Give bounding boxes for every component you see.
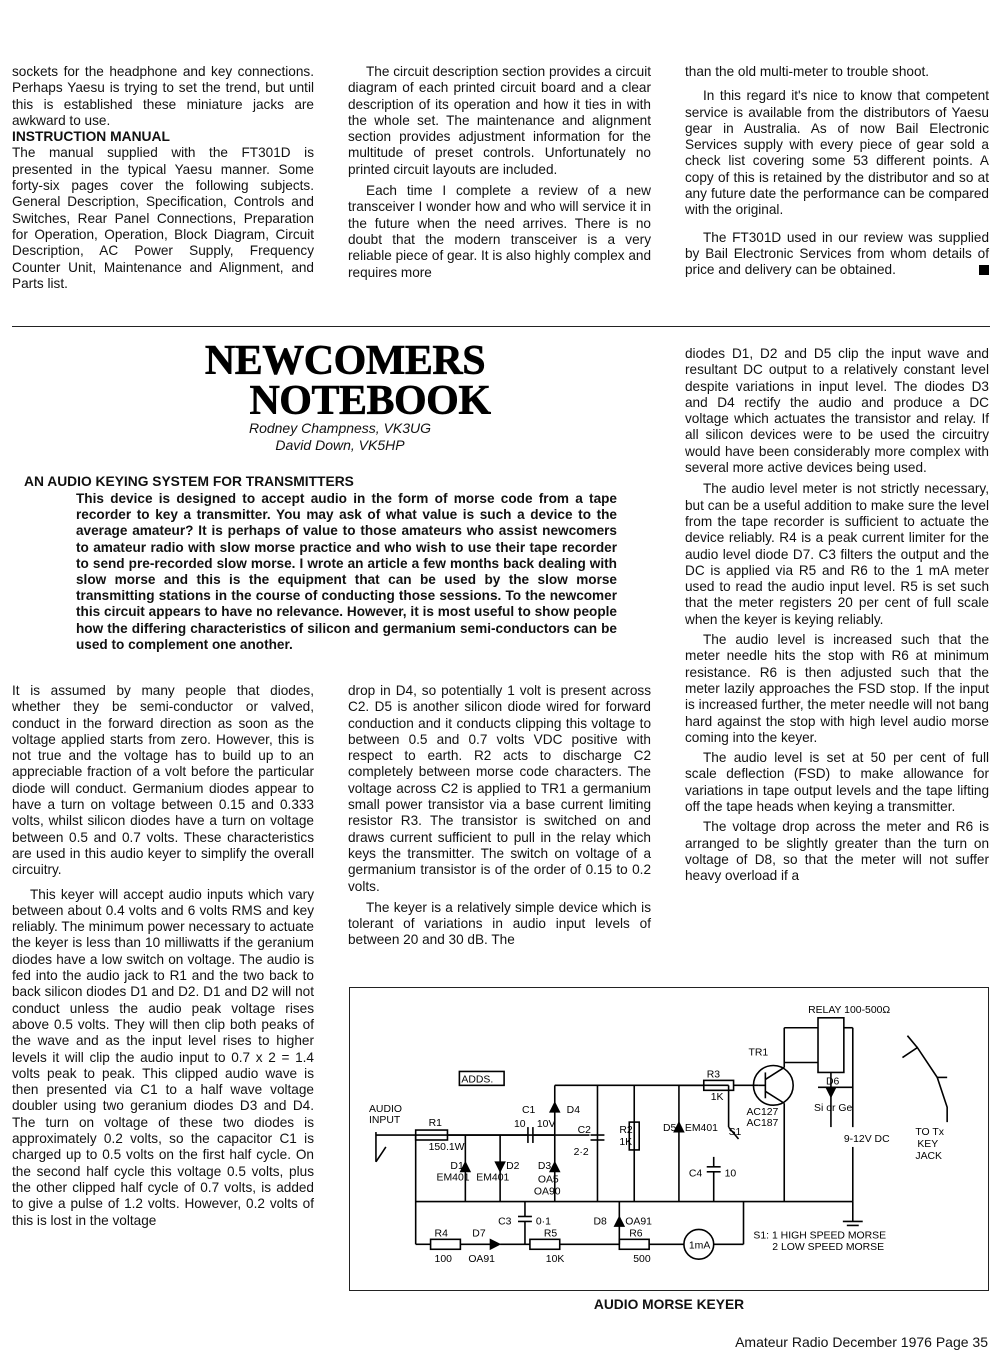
article-title-line-1: NEWCOMERS bbox=[204, 338, 486, 384]
d6-type: Si or Ge bbox=[814, 1103, 853, 1115]
paragraph: The circuit description section provides a circuit diagram of each printed circuit board and a clear description of its operation and how it ties in with the whole set. The maintenance and alignment section provides adjustment information for the multitude of preset controls. Unfortunately no printed circuit layouts are included. bbox=[348, 64, 651, 177]
schematic-svg bbox=[350, 988, 988, 1290]
paragraph: Each time I complete a review of a new transceiver I wonder how and who will service it in the future when the need arrives. There is no doubt that the modern transceiver is a very reliable piece of gear. It is also highly complex and requires more bbox=[348, 183, 652, 280]
c2-label: C2 bbox=[577, 1125, 591, 1137]
relay-label: RELAY 100-500Ω bbox=[808, 1004, 891, 1016]
tx-jack-label-3: JACK bbox=[915, 1150, 943, 1162]
top-column-2 bbox=[348, 64, 651, 281]
c1-voltage: 10V bbox=[536, 1119, 556, 1131]
adds-label: ADDS. bbox=[461, 1074, 494, 1086]
input-label: INPUT bbox=[368, 1115, 401, 1127]
d3-type-2: OA90 bbox=[533, 1186, 561, 1198]
end-mark-icon bbox=[979, 265, 989, 275]
s1-mode-2: 2 LOW SPEED MORSE bbox=[772, 1242, 885, 1254]
top-column-3 bbox=[685, 64, 989, 279]
c4-value: 10 bbox=[724, 1168, 737, 1180]
r3-value: 1K bbox=[710, 1092, 724, 1104]
d7-type: OA91 bbox=[468, 1254, 495, 1266]
r1-label: R1 bbox=[428, 1118, 442, 1130]
author-1: Rodney Champness, VK3UG bbox=[248, 420, 432, 436]
paragraph: than the old multi-meter to trouble shoot. bbox=[685, 64, 930, 79]
top-column-1 bbox=[12, 64, 314, 292]
d2-type: EM401 bbox=[476, 1172, 510, 1184]
tr1-type: AC127 bbox=[746, 1107, 779, 1119]
tr1-type-2: AC187 bbox=[746, 1118, 779, 1130]
c2-value: 2·2 bbox=[573, 1146, 589, 1158]
paragraph: The audio level is increased such that the meter needle hits the stop with R6 at minimum resistance. R6 is then adjusted such that the meter lazily approaches the FSD stop. If the input is increased further, the meter needle will not bang hard against the stop with high level audio morse coming into the keyer. bbox=[685, 632, 989, 745]
r5-value: 10K bbox=[545, 1254, 565, 1266]
d7-label: D7 bbox=[472, 1228, 486, 1240]
d6-label: D6 bbox=[825, 1076, 840, 1088]
c4-label: C4 bbox=[688, 1168, 703, 1180]
d1-label: D1 bbox=[450, 1160, 464, 1172]
audio-label: AUDIO bbox=[368, 1104, 403, 1116]
paragraph: It is assumed by many people that diodes, whether they be semi-conductor or valved, conduct in the forward direction as soon as the voltage applied starts from zero. However, this is not true and the voltage has to build up to an appreciable fraction of a volt before the particular diode will conduct. Germanium diodes appear to have a turn on voltage between 0.15 and 0.333 volts, whilst silicon diodes have a turn on voltage between 0.5 and 0.7 volts. These characteristics are used in this audio keyer to simplify the overall circuitry. bbox=[12, 683, 314, 878]
d4-label: D4 bbox=[566, 1105, 581, 1117]
d1-type: EM401 bbox=[436, 1172, 470, 1184]
tx-jack-label-1: TO Tx bbox=[915, 1127, 944, 1139]
paragraph: The keyer is a relatively simple device which is tolerant of variations in audio input levels of between 20 and 30 dB. The bbox=[348, 899, 651, 948]
r2-value: 1K bbox=[619, 1136, 633, 1148]
page-footer: Amateur Radio December 1976 Page 35 bbox=[735, 1334, 988, 1350]
diagram-caption: AUDIO MORSE KEYER bbox=[593, 1297, 745, 1312]
paragraph: The audio level meter is not strictly necessary, but can be a useful addition to make sure the level from the tape recorder is sufficient to actuate the device reliably. R4 is a peak current limiter for the audio level diode D7. C3 filters the output and the DC is applied via R5 and R6 to the 1 mA meter used to read the audio input level. R5 is set such that the meter registers 20 per cent of full scale when the keyer is keying reliably. bbox=[685, 481, 989, 627]
r5-label: R5 bbox=[543, 1228, 558, 1240]
article-heading: AN AUDIO KEYING SYSTEM FOR TRANSMITTERS bbox=[24, 474, 354, 489]
section-heading: INSTRUCTION MANUAL bbox=[12, 129, 170, 145]
paragraph: This keyer will accept audio inputs which vary between about 0.4 volts and 6 volts RMS and key reliably. The minimum power necessary to actuate the keyer is less than 10 milliwatts if the geranium diodes have a low switch on voltage. The audio is fed into the audio jack to R1 and the two back to back silicon diodes D1 and D2. D1 and D2 will not conduct unless the audio peak voltage rises above 0.5 volts. They will then clip both peaks of the wave and as the input level rises to higher levels it will clip the audio input to 0.7 x 2 = 1.4 volts peak to peak. This clipped audio wave is then presented via C1 to a half wave voltage doubler using two geranium diodes D3 and D4. The turn on voltage of these two diodes is approximately 0.2 volts, so the capacitor C1 is charged up to 0.5 volts on the first half cycle. On the second half cycle this voltage 0.5 volts, plus the other clipped half cycle of 0.7 volts, is added to give a pulse of 1.2 volts. However, 0.2 volts of this is lost in the voltage bbox=[12, 886, 314, 1228]
paragraph: In this regard it's nice to know that competent service is available from the distributors of Yaesu gear in Australia. As of now Bail Electronic Services supply with every piece of gear sold a check list covering some 53 different points. A copy of this is retained by the distributor and so at any future date the performance can be compared with the original. bbox=[685, 88, 989, 218]
d5-label: D5 bbox=[663, 1123, 677, 1135]
s1-label: S1 bbox=[728, 1127, 742, 1139]
paragraph-text: The FT301D used in our review was supplied by Bail Electronic Services from whom details of price and delivery can be obtained. bbox=[685, 229, 989, 278]
paragraph: diodes D1, D2 and D5 clip the input wave and resultant DC output to a relatively constant level despite variations in input level. The diodes D3 and D4 rectify the audio and produce a DC voltage which actuates the transistor and relay. If all silicon devices were to be used the circuitry would have been considerably more complex with several more active devices being used. bbox=[685, 346, 989, 476]
c1-label: C1 bbox=[521, 1105, 536, 1117]
paragraph: The audio level is set at 50 per cent of full scale deflection (FSD) to make allowance for variations in tape output levels and the tape lifting off the tape heads when keying a transmitter. bbox=[685, 750, 989, 815]
r1-value: 150.1W bbox=[428, 1141, 465, 1153]
article-column-2 bbox=[348, 683, 651, 949]
d3-type: OA5 bbox=[537, 1174, 559, 1186]
d5-type: EM401 bbox=[684, 1123, 718, 1135]
r4-label: R4 bbox=[434, 1228, 448, 1240]
r4-value: 100 bbox=[434, 1254, 452, 1266]
section-divider bbox=[12, 326, 990, 327]
paragraph: drop in D4, so potentially 1 volt is present across C2. D5 is another silicon diode wired for forward conduction and it conducts clipping this voltage to between 0.5 and 0.7 volts VDC positive with respect to earth. R2 acts to discharge C2 completely between morse code characters. The voltage across C2 is applied to TR1 a germanium small power transistor via a base current limiting resistor R3. The transistor is switched on and draws current sufficient to pull in the relay which keys the transmitter. The switch on voltage of a germanium transistor is of the order of 0.15 to 0.2 volts. bbox=[348, 683, 651, 894]
d8-type: OA91 bbox=[625, 1216, 652, 1228]
r6-value: 500 bbox=[633, 1254, 651, 1266]
paragraph: The manual supplied with the FT301D is presented in the typical Yaesu manner. Some forty-six pages cover the following subjects. General Description, Specification, Controls and Switches, Rear Panel Connections, Preparation for Operation, Operation, Block Diagram, Circuit Description, AC Power Supply, Frequency Counter Unit, Maintenance and Alignment, and Parts list. bbox=[12, 145, 314, 291]
d3-label: D3 bbox=[537, 1160, 552, 1172]
s1-mode-1: S1: 1 HIGH SPEED MORSE bbox=[753, 1230, 887, 1242]
c1-value: 10 bbox=[514, 1119, 526, 1131]
r3-label: R3 bbox=[706, 1069, 721, 1081]
article-column-3 bbox=[685, 346, 989, 885]
d2-label: D2 bbox=[506, 1160, 520, 1172]
paragraph: The voltage drop across the meter and R6 is arranged to be slightly greater than the turn on voltage of D8, so that the meter will not suffer heavy overload if a bbox=[685, 819, 989, 884]
circuit-diagram bbox=[349, 987, 989, 1291]
r6-label: R6 bbox=[629, 1228, 643, 1240]
article-column-1 bbox=[12, 683, 314, 1229]
paragraph bbox=[685, 230, 989, 279]
article-intro: This device is designed to accept audio in the form of morse code from a tape recorder to key a transmitter. You may ask of what value is such a device to the average amateur? It is perhaps of value to those amateurs who assist newcomers to amateur radio with slow morse practice and who wish to use their tape recorder to send pre-recorded slow morse. I wrote an article a few months back dealing with slow morse and this is the equipment that can be used by the slow morse transmitting stations in the course of conducting those sessions. To the newcomer this circuit appears to have no relevance. However, it is most useful to show people how the differing characteristics of silicon and germanium semi-conductors can be used to complement one another. bbox=[76, 491, 617, 652]
r2-label: R2 bbox=[619, 1125, 633, 1137]
meter-label: 1mA bbox=[688, 1240, 711, 1252]
tx-jack-label-2: KEY bbox=[917, 1138, 939, 1150]
supply-label: 9-12V DC bbox=[843, 1133, 890, 1145]
c3-label: C3 bbox=[498, 1216, 512, 1228]
paragraph: sockets for the headphone and key connections. Perhaps Yaesu is trying to set the trend, but until this is established these miniature jacks are awkward to use. bbox=[12, 64, 314, 128]
article-title-line-2: NOTEBOOK bbox=[249, 378, 491, 424]
author-2: David Down, VK5HP bbox=[275, 437, 405, 453]
tr1-label: TR1 bbox=[748, 1047, 769, 1059]
d8-label: D8 bbox=[593, 1216, 607, 1228]
c3-value: 0·1 bbox=[535, 1216, 551, 1228]
